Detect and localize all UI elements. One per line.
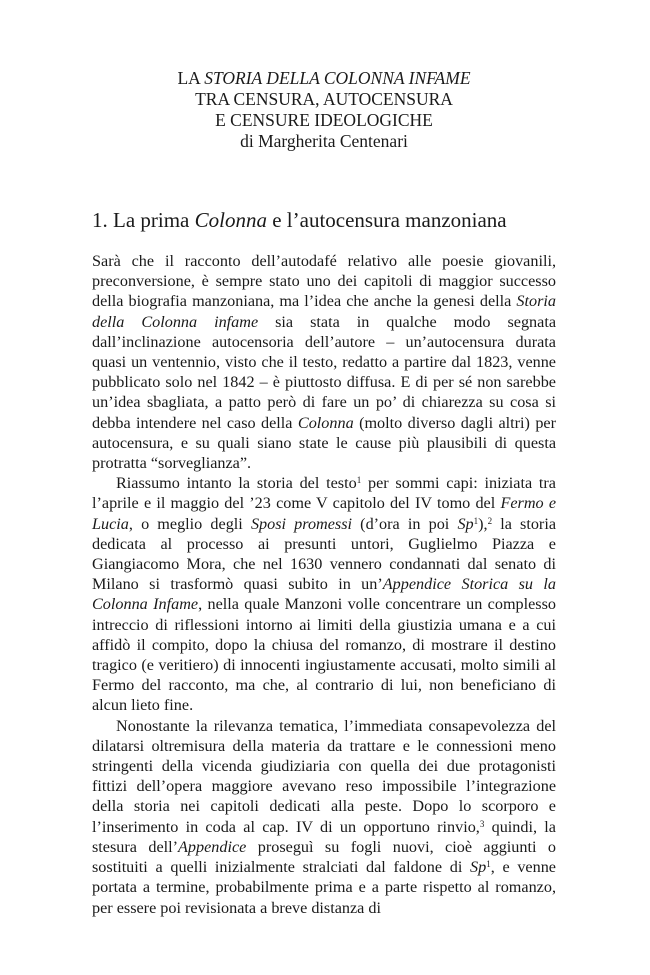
page [92, 68, 556, 918]
article-body [92, 251, 556, 918]
title-line-3: E CENSURE IDEOLOGICHE [215, 110, 433, 130]
article-title [92, 68, 556, 152]
title-line-1: LA STORIA DELLA COLONNA INFAME [177, 68, 471, 88]
paragraph-2: Riassumo intanto la storia del testo$^1$ per sommi capi: iniziata tra l’aprile e il maggio del ’23 come V capitolo del IV tomo del Fermo e Lucia, o meglio degli Sposi promessi (d’ora in poi Sp$^1$),$^2$ la storia dedicata al processo ai presunti untori, Guglielmo Piazza e Giangiacomo Mora, che nel 1630 vennero condannati dal senato di Milano si trasformò quasi subito in un’Appendice Storica su la Colonna Infame, nella quale Manzoni volle concentrare un complesso intreccio di riflessioni intorno ai limiti della giustizia umana e a cui affidò il compito, dopo la chiusa del romanzo, di mostrare il destino tragico (e veritiero) di innocenti ingiustamente accusati, molto simili al Fermo del racconto, ma che, al contrario di lui, non beneficiano di alcun lieto fine. [92, 474, 557, 715]
footnote-ref-2[interactable]: 2 [487, 515, 493, 526]
footnote-ref-3[interactable]: 3 [479, 818, 485, 829]
paragraph-3: Nonostante la rilevanza tematica, l’immediata consapevolezza del dilatarsi oltremisura della materia da trattare e le connessioni meno stringenti della vicenda giudiziaria con quella dei due protagonisti fittizi dell’opera maggiore avevano reso impossibile l’integrazione della storia nei capitoli dedicati alla peste. Dopo lo scorporo e l’inserimento in coda al cap. IV di un opportuno rinvio,$^3$ quindi, la stesura dell’Appendice proseguì su fogli nuovi, cioè aggiunti o sostituiti a quelli inizialmente stralciati dal faldone di Sp$^1$, e venne portata a termine, probabilmente prima e a parte rispetto al romanzo, per essere poi revisionata a breve distanza di [92, 716, 556, 917]
section-heading: 1. La prima Colonna e l’autocensura manzoniana [92, 208, 507, 232]
author-line: di Margherita Centenari [240, 131, 408, 151]
title-line-2: TRA CENSURA, AUTOCENSURA [195, 89, 453, 109]
paragraph-1: Sarà che il racconto dell’autodafé relativo alle poesie giovanili, preconversione, è sempre stato uno dei capitoli di maggior successo della biografia manzoniana, ma l’idea che anche la genesi della Storia della Colonna infame sia stata in qualche modo segnata dall’inclinazione autocensoria dell’autore – un’autocensura durata quasi un ventennio, visto che il testo, redatto a partire dal 1823, venne pubblicato solo nel 1842 – è piuttosto diffusa. E di per sé non sarebbe un’idea sbagliata, a patto però di fare un po’ di chiarezza su cosa si debba intendere nel caso della Colonna (molto diverso dagli altri) per autocensura, e su quali siano state le cause più plausibili di questa protratta “sorveglianza”. [92, 252, 557, 473]
footnote-ref-1[interactable]: 1 [356, 475, 362, 486]
